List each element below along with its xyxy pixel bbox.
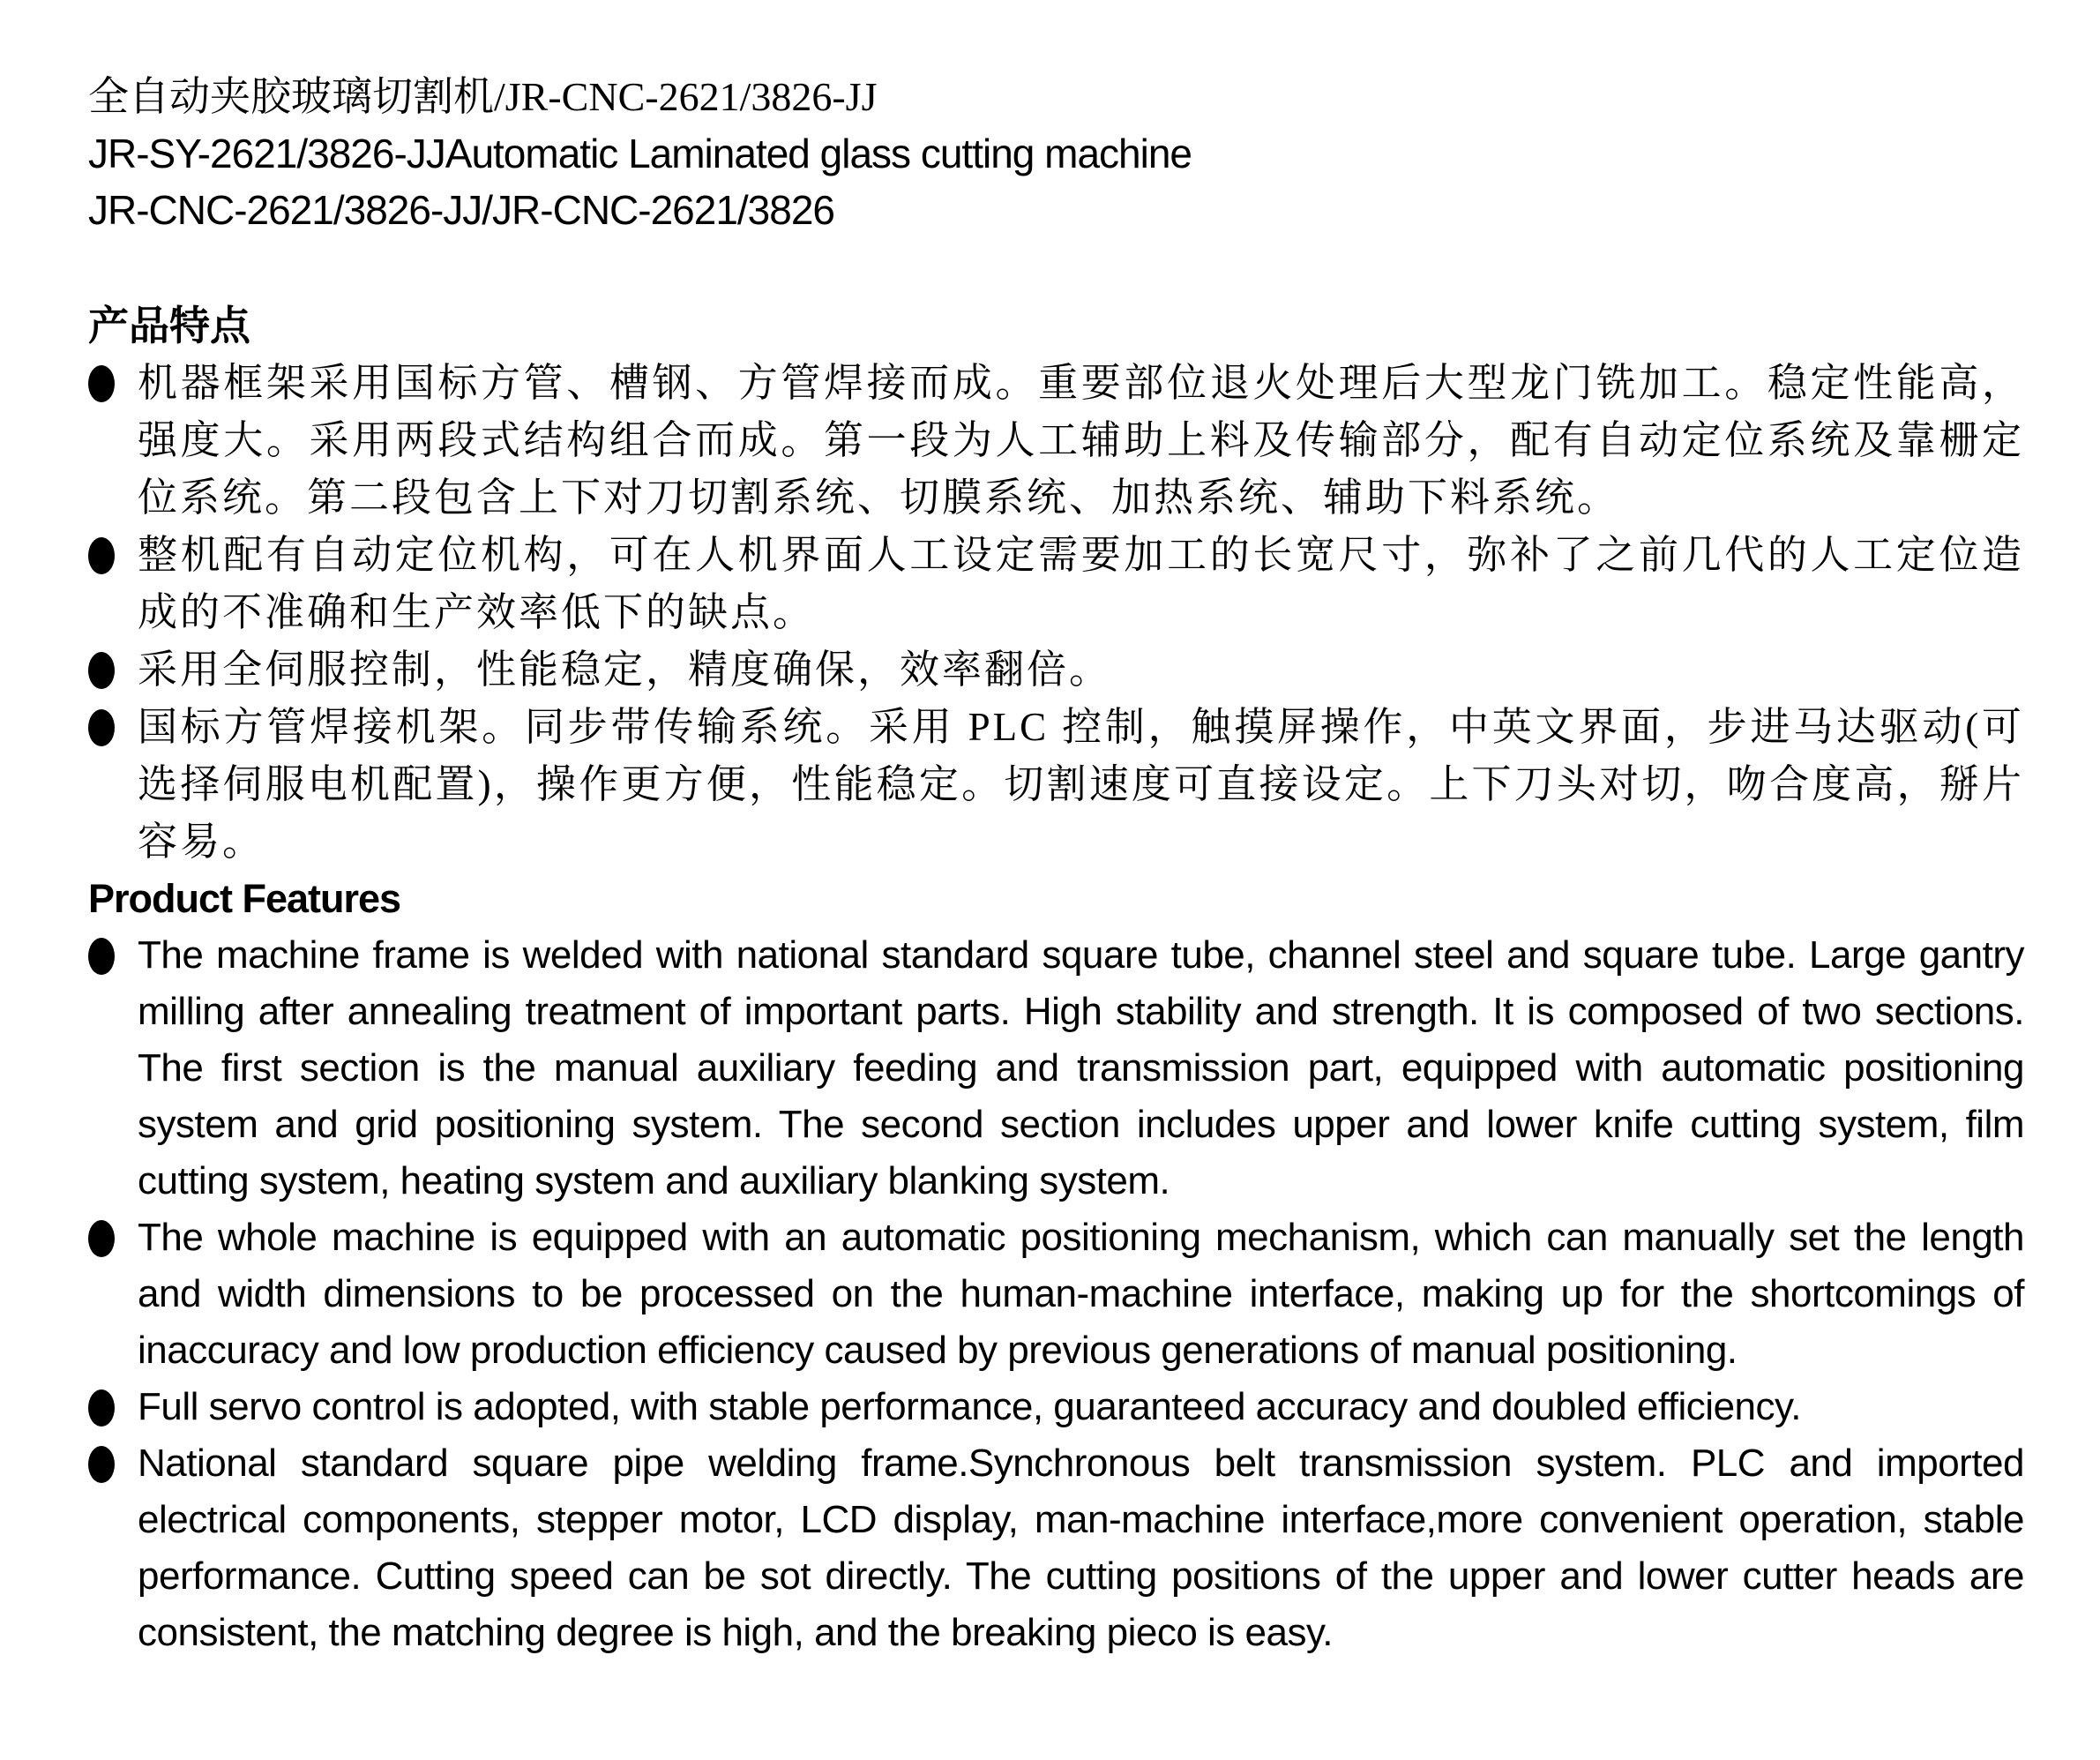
feature-item-cn-frame [88,355,2024,527]
feature-item-en-servo [88,1379,2024,1435]
feature-list-cn [88,355,2024,871]
document-header [88,69,2024,238]
section-heading-en: Product Features [88,876,401,921]
feature-text-en: The whole machine is equipped with an automatic positioning mechanism, which can manually set the length and width dimensions to be processed on the human-machine interface, making up for the shortcomings of inaccuracy and low production efficiency caused by previous generations of manual positioning. [138,1216,2024,1372]
bullet-icon [88,355,138,402]
feature-item-cn-plc [88,699,2024,871]
feature-text-cn: 整机配有自动定位机构，可在人机界面人工设定需要加工的长宽尺寸，弥补了之前几代的人工定位造成的不准确和生产效率低下的缺点。 [138,533,2024,634]
feature-list-en [88,927,2024,1661]
feature-text-en: National standard square pipe welding frame.Synchronous belt transmission system. PLC and imported electrical components, stepper motor, LCD display, man-machine interface,more convenient operation, stable performance. Cutting speed can be sot directly. The cutting positions of the upper and lower cutter heads are consistent, the matching degree is high, and the breaking pieco is easy. [138,1442,2024,1654]
feature-item-en-positioning [88,1210,2024,1379]
bullet-icon [88,1379,138,1427]
feature-text-cn: 机器框架采用国标方管、槽钢、方管焊接而成。重要部位退火处理后大型龙门铣加工。稳定性能高，强度大。采用两段式结构组合而成。第一段为人工辅助上料及传输部分，配有自动定位系统及靠栅定位系统。第二段包含上下对刀切割系统、切膜系统、加热系统、辅助下料系统。 [138,361,2024,520]
feature-text-en: Full servo control is adopted, with stable performance, guaranteed accuracy and doubled efficiency. [138,1385,1801,1428]
feature-item-en-plc [88,1435,2024,1661]
feature-text-cn: 国标方管焊接机架。同步带传输系统。采用 PLC 控制，触摸屏操作，中英文界面，步进马达驱动(可选择伺服电机配置)，操作更方便，性能稳定。切割速度可直接设定。上下刀头对切，吻合度高，掰片容易。 [138,705,2024,864]
title-line-cn: 全自动夹胶玻璃切割机/JR-CNC-2621/3826-JJ [88,74,878,119]
feature-text-en: The machine frame is welded with national standard square tube, channel steel and square tube. Large gantry milling after annealing treatment of important parts. High stability and strength. It is composed of two sections. The first section is the manual auxiliary feeding and transmission part, equipped with automatic positioning system and grid positioning system. The second section includes upper and lower knife cutting system, film cutting system, heating system and auxiliary blanking system. [138,933,2024,1202]
feature-item-cn-servo [88,641,2024,699]
section-heading-cn: 产品特点 [88,303,250,348]
bullet-icon [88,1210,138,1257]
bullet-icon [88,699,138,746]
title-line-model: JR-CNC-2621/3826-JJ/JR-CNC-2621/3826 [88,187,835,233]
bullet-icon [88,927,138,975]
feature-item-en-frame [88,927,2024,1210]
bullet-icon [88,1435,138,1483]
feature-text-cn: 采用全伺服控制，性能稳定，精度确保，效率翻倍。 [138,648,1112,692]
feature-item-cn-positioning [88,527,2024,641]
title-line-en: JR-SY-2621/3826-JJAutomatic Laminated glass cutting machine [88,131,1192,176]
bullet-icon [88,527,138,574]
bullet-icon [88,641,138,689]
